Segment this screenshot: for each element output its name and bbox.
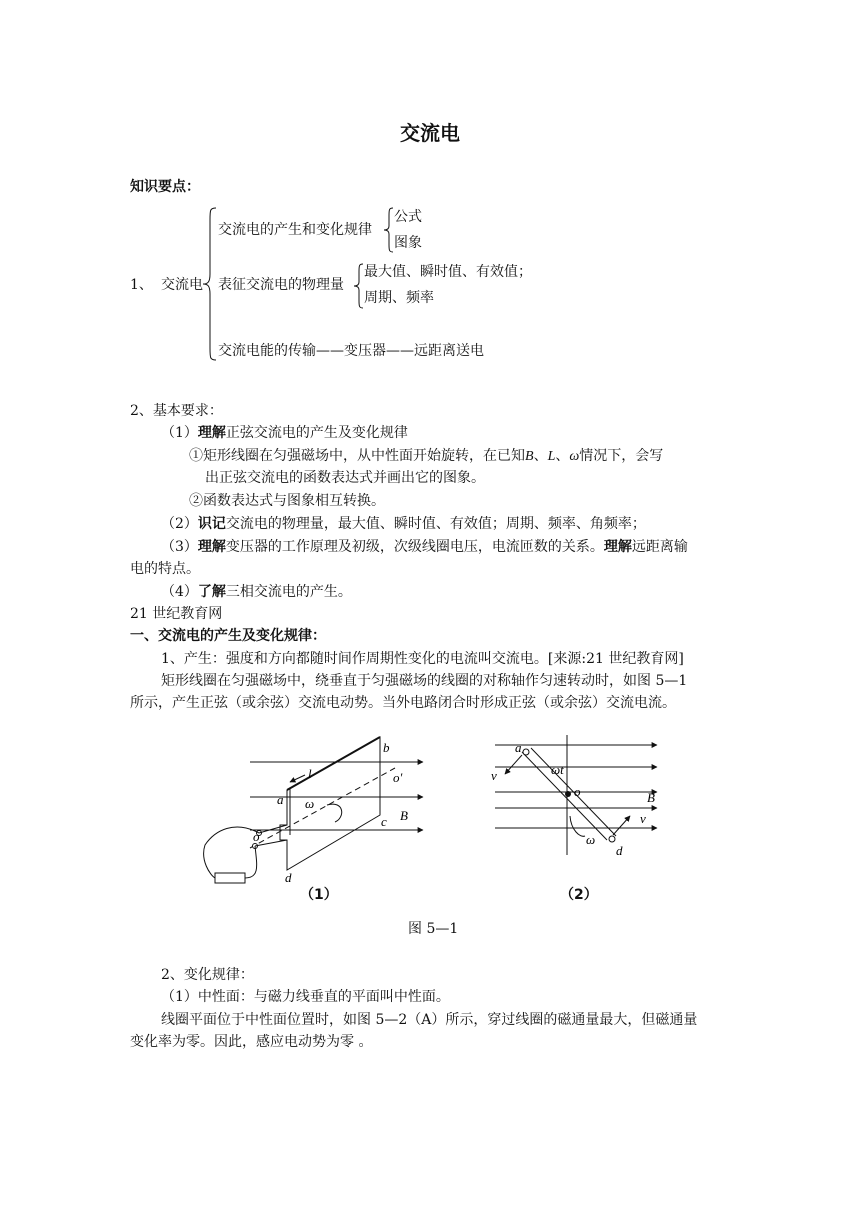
req-1a-sep-2: 、 [555, 448, 570, 464]
fig2-label-omega-t: ωt [551, 762, 564, 777]
req-1a-text-2: 情况下，会写 [579, 448, 664, 464]
section-2-s1: （1）中性面：与磁力线垂直的平面叫中性面。 [161, 989, 450, 1005]
req-4-key: 了解 [197, 584, 226, 600]
req-3 [161, 538, 688, 556]
section-1-heading: 一、交流电的产生及变化规律： [130, 628, 326, 644]
outline-branch-2: 表征交流电的物理量 [218, 277, 344, 293]
req-1-text: 正弦交流电的产生及变化规律 [225, 425, 408, 441]
outline-big-brace [200, 206, 220, 362]
fig1-label-d: d [285, 870, 292, 885]
fig1-label-o-prime: o′ [393, 770, 403, 785]
fig2-label-d: d [616, 843, 623, 858]
req-1a-line2: 出正弦交流电的函数表达式并画出它的图象。 [205, 470, 485, 486]
fig2-label-v-1: v [491, 768, 497, 783]
req-3-line2: 电的特点。 [130, 561, 200, 577]
symbol-L: L [547, 449, 556, 464]
req-1b: ②函数表达式与图象相互转换。 [189, 493, 385, 509]
req-3-text: 变压器的工作原理及初级，次级线圈电压，电流匝数的关系。 [225, 539, 604, 555]
section-2-s2-line2: 变化率为零。因此，感应电动势为零 。 [130, 1034, 373, 1050]
req-1a [189, 447, 663, 466]
outline-branch-1: 交流电的产生和变化规律 [218, 222, 372, 238]
fig2-label-o: o [574, 784, 581, 799]
fig1-label-a: a [277, 792, 284, 807]
req-1-num: （1） [161, 425, 198, 441]
req-2 [161, 515, 646, 533]
fig2-label-a: a [515, 740, 522, 755]
outline-branch-2-sub-2: 周期、频率 [364, 290, 434, 306]
figure-2-diagram [485, 730, 665, 860]
outline-branch-2-sub-1: 最大值、瞬时值、有效值； [364, 264, 532, 280]
outline-root: 交流电 [161, 277, 203, 293]
fig2-label-v-2: v [640, 811, 646, 826]
fig1-label-c: c [381, 814, 387, 829]
section-1-p1: 1、产生：强度和方向都随时间作周期性变化的电流叫交流电。[来源:21 世纪教育网] [161, 651, 684, 667]
section-2-heading: 2、变化规律： [161, 967, 254, 983]
req-3-num: （3） [161, 539, 198, 555]
symbol-omega: ω [569, 449, 580, 464]
section-2-s2-line1: 线圈平面位于中性面位置时，如图 5—2（A）所示，穿过线圈的磁通量最大，但磁通量 [161, 1012, 698, 1028]
page-title: 交流电 [400, 121, 460, 145]
fig1-label-o: o [253, 829, 260, 844]
section-1-p2-line2: 所示，产生正弦（或余弦）交流电动势。当外电路闭合时形成正弦（或余弦）交流电流。 [130, 695, 676, 711]
watermark-line: 21 世纪教育网 [130, 606, 223, 622]
fig1-label-B: B [400, 808, 408, 823]
req-3-text-2: 远距离输 [631, 539, 688, 555]
fig1-label-omega: ω [305, 796, 315, 811]
req-2-text: 交流电的物理量，最大值、瞬时值、有效值；周期、频率、角频率； [225, 516, 646, 532]
req-4 [161, 583, 352, 601]
fig2-label-omega: ω [586, 832, 596, 847]
figure-1-diagram [195, 730, 430, 890]
req-4-num: （4） [161, 584, 198, 600]
fig1-label-b: b [383, 740, 390, 755]
req-1a-sep-1: 、 [533, 448, 548, 464]
outline-branch-3: 交流电能的传输——变压器——远距离送电 [218, 343, 484, 359]
req-1a-text: ①矩形线圈在匀强磁场中，从中性面开始旋转，在已知 [189, 448, 525, 464]
req-3-key-2: 理解 [603, 539, 632, 555]
outline-branch-1-sub-1: 公式 [394, 209, 422, 225]
req-3-key: 理解 [197, 539, 226, 555]
section-1-p2-line1: 矩形线圈在匀强磁场中，绕垂直于匀强磁场的线圈的对称轴作匀速转动时，如图 5—1 [161, 673, 688, 689]
figure-1-label: （1） [300, 887, 338, 903]
knowledge-heading: 知识要点： [130, 179, 200, 195]
req-4-text: 三相交流电的产生。 [225, 584, 352, 600]
req-2-key: 识记 [197, 516, 226, 532]
req-1 [161, 424, 408, 442]
req-2-num: （2） [161, 516, 198, 532]
fig2-label-B: B [647, 790, 655, 805]
requirements-heading: 2、基本要求： [130, 403, 223, 419]
outline-branch-1-sub-2: 图象 [394, 235, 422, 251]
figure-2-label: （2） [560, 887, 598, 903]
fig1-label-l: l [308, 766, 312, 781]
figure-caption: 图 5—1 [408, 921, 459, 937]
outline-number: 1、 [130, 277, 153, 293]
symbol-B: B [525, 449, 534, 464]
req-1-key: 理解 [197, 425, 226, 441]
